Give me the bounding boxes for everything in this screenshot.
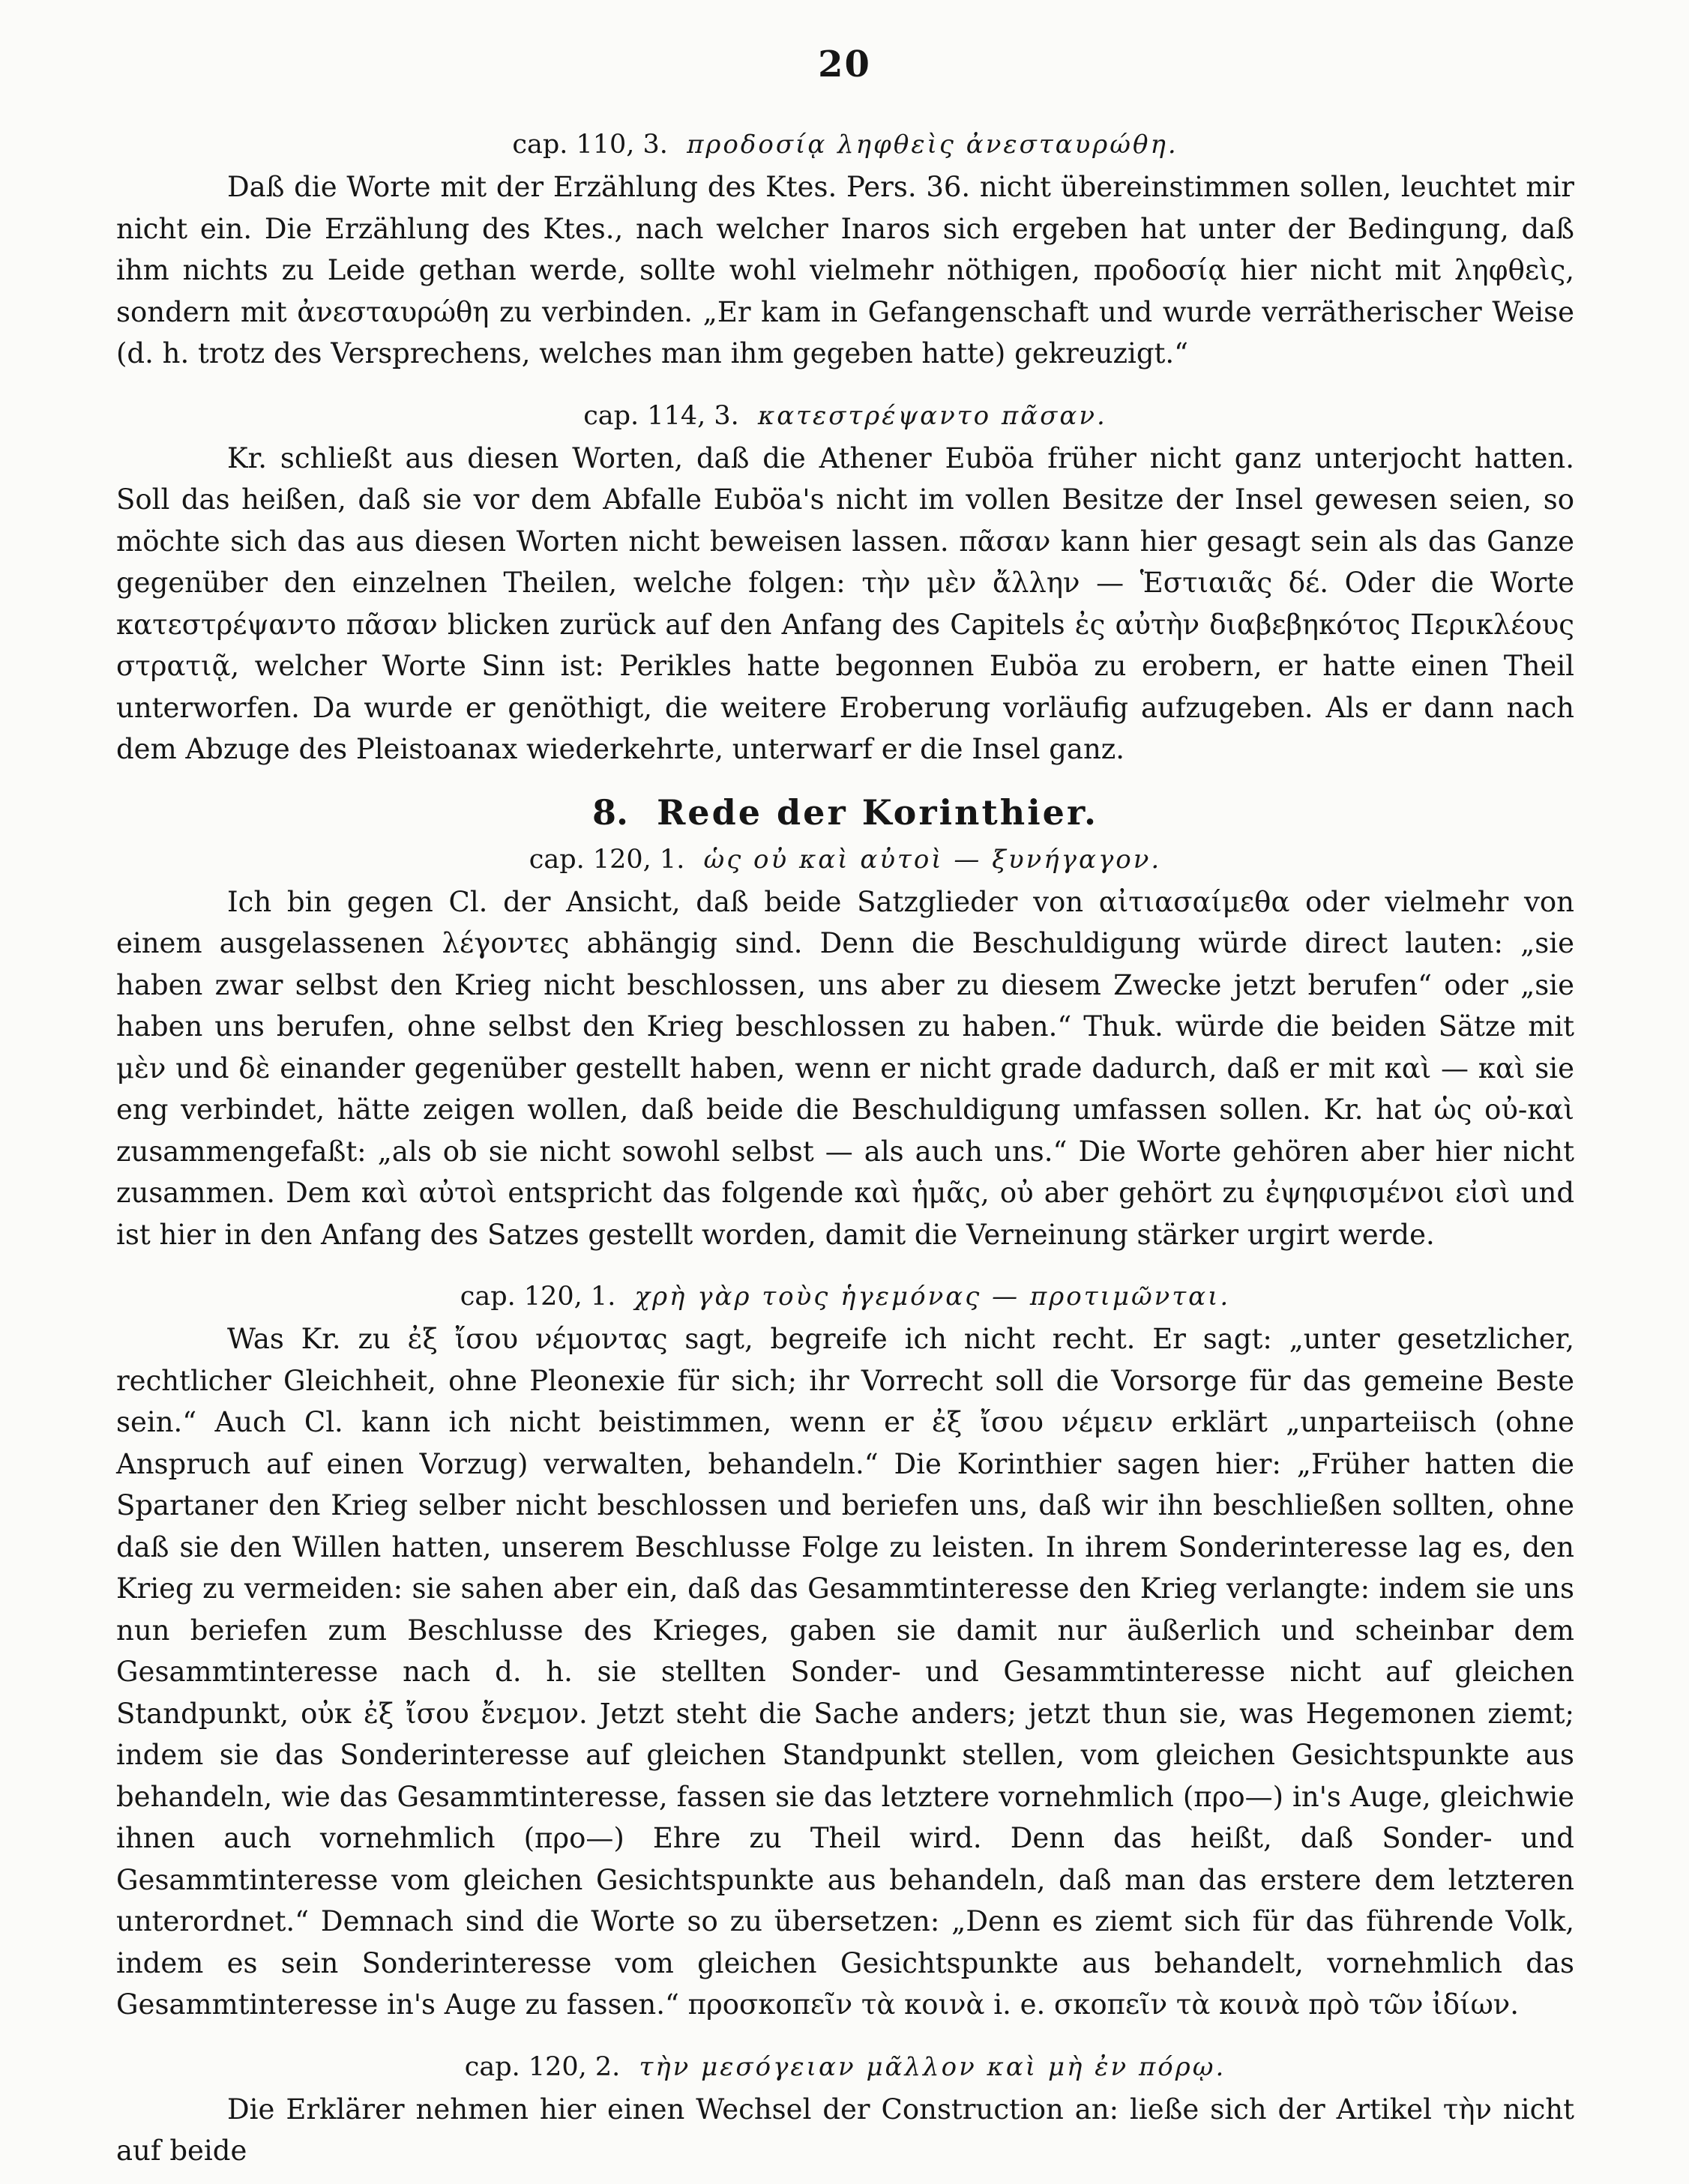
caption-reference: cap. 120, 1. <box>460 1282 616 1312</box>
page-body <box>116 126 1574 2172</box>
page-number: 20 <box>818 43 871 85</box>
caption-greek: προδοσίᾳ ληφθεὶς ἀνεσταυρώθη. <box>687 130 1178 160</box>
caption-reference: cap. 110, 3. <box>512 130 668 160</box>
caption-greek: κατεστρέψαντο πᾶσαν. <box>757 400 1107 431</box>
paragraph: Daß die Worte mit der Erzählung des Ktes. Pers. 36. nicht übereinstimmen sollen, leuchtet mir nicht ein. Die Erzählung des Ktes., nach welcher Inaros sich ergeben hat unter der Bedingung, daß ihm nichts zu Leide gethan werde, sollte wohl vielmehr nöthigen, προδοσίᾳ hier nicht mit ληφθεὶς, sondern mit ἀνεσταυρώθη zu verbinden. „Er kam in Gefangenschaft und wurde verrätherischer Weise (d. h. trotz des Versprechens, welches man ihm gegeben hatte) gekreuzigt.“ <box>116 171 1574 369</box>
caption-reference: cap. 114, 3. <box>583 400 739 431</box>
paragraph: Was Kr. zu ἐξ ἴσου νέμοντας sagt, begreife ich nicht recht. Er sagt: „unter gesetzlicher, rechtlicher Gleichheit, ohne Pleonexie für sich; ihr Vorrecht soll die Vorsorge für das gemeine Beste sein.“ Auch Cl. kann ich nicht beistimmen, wenn er ἐξ ἴσου νέμειν erklärt „unparteiisch (ohne Anspruch auf einen Vorzug) verwalten, behandeln.“ Die Korinthier sagen hier: „Früher hatten die Spartaner den Krieg selber nicht beschlossen und beriefen uns, daß wir ihn beschließen sollten, ohne daß sie den Willen hatten, unserem Beschlusse Folge zu leisten. In ihrem Sonderinteresse lag es, den Krieg zu vermeiden: sie sahen aber ein, daß das Gesammtinteresse den Krieg verlangte: indem sie uns nun beriefen zum Beschlusse des Krieges, gaben sie damit nur äußerlich und scheinbar dem Gesammtinteresse nach d. h. sie stellten Sonder- und Gesammtinteresse nicht auf gleichen Standpunkt, οὐκ ἐξ ἴσου ἔνεμον. Jetzt steht die Sache anders; jetzt thun sie, was Hegemonen ziemt; indem sie das Sonderinteresse auf gleichen Standpunkt stellen, vom gleichen Gesichtspunkte aus behandeln, wie das Gesammtinteresse, fassen sie das letztere vornehmlich (προ—) in's Auge, gleichwie ihnen auch vornehmlich (προ—) Ehre zu Theil wird. Denn das heißt, daß Sonder- und Gesammtinteresse vom gleichen Gesichtspunkte aus behandeln, daß man das erstere dem letzteren unterordnet.“ Demnach sind die Worte so zu übersetzen: „Denn es ziemt sich für das führende Volk, indem es sein Sonderinteresse vom gleichen Gesichtspunkte aus behandelt, vornehmlich das Gesammtinteresse in's Auge zu fassen.“ προσκοπεῖν τὰ κοινὰ i. e. σκοπεῖν τὰ κοινὰ πρὸ τῶν ἰδίων. <box>116 1323 1574 2021</box>
caption-line <box>116 2048 1574 2086</box>
caption-line <box>116 841 1574 878</box>
caption-reference: cap. 120, 2. <box>464 2051 621 2082</box>
section-heading <box>116 790 1574 835</box>
caption-line <box>116 1278 1574 1315</box>
section-number: 8. <box>592 791 629 833</box>
caption-greek: ὡς οὐ καὶ αὐτοὶ — ξυνήγαγον. <box>703 844 1162 875</box>
caption-reference: cap. 120, 1. <box>529 844 685 875</box>
caption-line <box>116 397 1574 435</box>
section-title: Rede der Korinthier. <box>657 791 1098 833</box>
paragraph: Kr. schließt aus diesen Worten, daß die Athener Euböa früher nicht ganz unterjocht hatten. Soll das heißen, daß sie vor dem Abfalle Euböa's nicht im vollen Besitze der Insel gewesen seien, so möchte sich das aus diesen Worten nicht beweisen lassen. πᾶσαν kann hier gesagt sein als das Ganze gegenüber den einzelnen Theilen, welche folgen: τὴν μὲν ἄλλην — Ἑστιαιᾶς δέ. Oder die Worte κατεστρέψαντο πᾶσαν blicken zurück auf den Anfang des Capitels ἐς αὐτὴν διαβεβηκότος Περικλέους στρατιᾷ, welcher Worte Sinn ist: Perikles hatte begonnen Euböa zu erobern, er hatte einen Theil unterworfen. Da wurde er genöthigt, die weitere Eroberung vorläufig aufzugeben. Als er dann nach dem Abzuge des Pleistoanax wiederkehrte, unterwarf er die Insel ganz. <box>116 441 1574 765</box>
paragraph: Ich bin gegen Cl. der Ansicht, daß beide Satzglieder von αἰτιασαίμεθα oder vielmehr von einem ausgelassenen λέγοντες abhängig sind. Denn die Beschuldigung würde direct lauten: „sie haben zwar selbst den Krieg nicht beschlossen, uns aber zu diesem Zwecke jetzt berufen“ oder „sie haben uns berufen, ohne selbst den Krieg beschlossen zu haben.“ Thuk. würde die beiden Sätze mit μὲν und δὲ einander gegenüber gestellt haben, wenn er nicht grade dadurch, daß er mit καὶ — καὶ sie eng verbindet, hätte zeigen wollen, daß beide die Beschuldigung umfassen sollen. Kr. hat ὡς οὐ-καὶ zusammengefaßt: „als ob sie nicht sowohl selbst — als auch uns.“ Die Worte gehören aber hier nicht zusammen. Dem καὶ αὐτοὶ entspricht das folgende καὶ ἡμᾶς, οὐ aber gehört zu ἐψηφισμένοι εἰσὶ und ist hier in den Anfang des Satzes gestellt worden, damit die Verneinung stärker urgirt werde. <box>116 885 1574 1251</box>
paragraph: Die Erklärer nehmen hier einen Wechsel der Construction an: ließe sich der Artikel τὴν nicht auf beide <box>116 2093 1574 2167</box>
caption-line <box>116 126 1574 163</box>
caption-greek: χρὴ γὰρ τοὺς ἡγεμόνας — προτιμῶνται. <box>634 1282 1231 1312</box>
caption-greek: τὴν μεσόγειαν μᾶλλον καὶ μὴ ἐν πόρῳ. <box>639 2051 1226 2082</box>
